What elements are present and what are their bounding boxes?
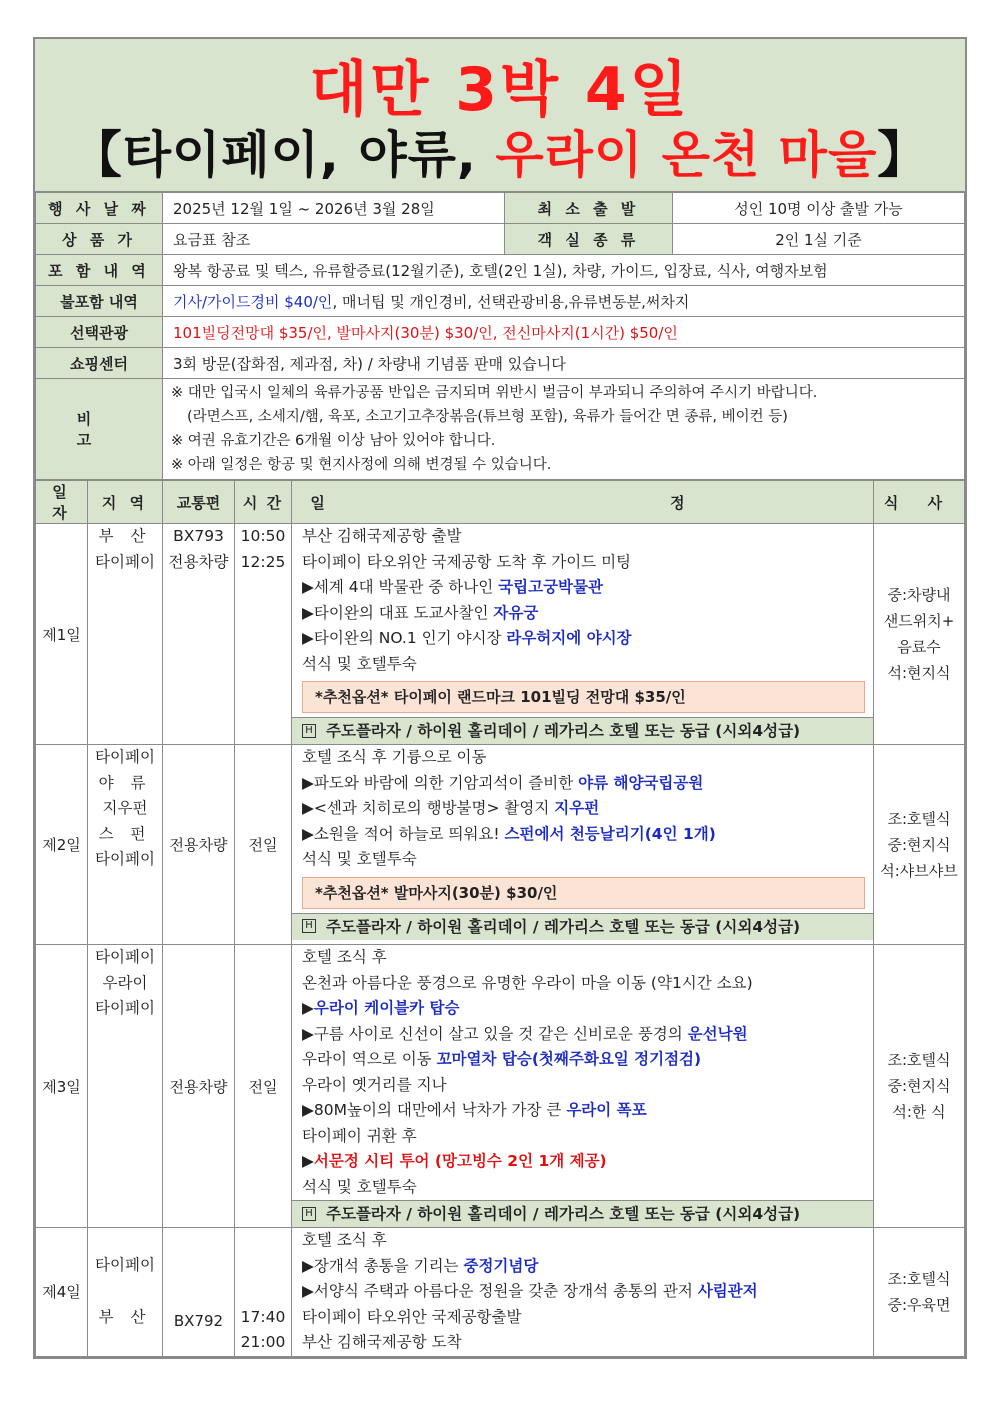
day2-hotel — [292, 913, 873, 940]
subtitle-prefix: 【타이페이, 야류, — [71, 126, 496, 184]
day1-line-5-text: ▶타이완의 NO.1 인기 야시장 — [302, 629, 507, 647]
day1-line-6-text: 석식 및 호텔투숙 — [302, 654, 417, 673]
day4-line-4-text: 타이페이 타오위안 국제공항출발 — [302, 1307, 522, 1326]
day2-meal-2: 중:현지식 — [887, 835, 951, 854]
room-type-label: 객 실 종 류 — [505, 224, 673, 255]
day1-region-1: 부 산 — [98, 527, 152, 545]
header-itinerary: 일 정 — [292, 481, 874, 524]
day3-line-7-text: ▶80M높이의 대만에서 낙차가 가장 큰 — [302, 1101, 567, 1119]
day2-recommended-option: *추천옵션* 발마사지(30분) $30/인 — [302, 877, 865, 909]
info-table — [35, 192, 965, 480]
day1-line-1-text: 부산 김해국제공항 출발 — [302, 527, 462, 545]
day4-region-2: 부 산 — [98, 1307, 152, 1326]
day2-line-3-text: ▶<센과 치히로의 행방불명> 촬영지 — [302, 799, 555, 817]
day4-transport: BX792 — [163, 1228, 235, 1357]
day3-meal-1: 조:호텔식 — [887, 1051, 951, 1069]
day3-line-4-text: ▶구름 사이로 신선이 살고 있을 것 같은 신비로운 풍경의 — [302, 1024, 688, 1043]
day2-meal-3: 석:샤브샤브 — [880, 861, 958, 880]
day3-line-8 — [302, 1124, 863, 1150]
hotel-icon: H — [302, 919, 316, 933]
day1-line-5 — [302, 626, 863, 652]
day1-line-4-highlight: 자유궁 — [493, 603, 539, 622]
day4-line-3-highlight: 사림관저 — [697, 1282, 758, 1300]
day4-region-1: 타이페이 — [95, 1256, 155, 1275]
day2-meals — [874, 745, 965, 945]
day2-region-4: 스 펀 — [98, 824, 152, 843]
day3-line-3-highlight: 우라이 케이블카 탑승 — [313, 999, 460, 1017]
day2-line-5 — [302, 847, 863, 873]
day3-meal-2: 중:현지식 — [887, 1077, 951, 1095]
room-type-value: 2인 1실 기준 — [673, 224, 965, 255]
day1-row — [36, 524, 965, 745]
day1-transport-1: BX793 — [173, 527, 224, 545]
day1-hotel — [292, 717, 873, 744]
day4-line-3-text: ▶서양식 주택과 아름다운 정원을 갖춘 장개석 총통의 관저 — [302, 1282, 698, 1300]
day1-line-4 — [302, 601, 863, 627]
schedule-table — [35, 480, 965, 1357]
day2-regions — [88, 745, 163, 945]
day4-itinerary — [292, 1228, 874, 1357]
day2-line-1-text: 호텔 조식 후 기륭으로 이동 — [302, 748, 487, 766]
shopping-value: 3회 방문(잡화점, 제과점, 차) / 차량내 기념품 판매 있습니다 — [163, 348, 965, 379]
exclude-label: 불포함 내역 — [36, 286, 163, 317]
day1-line-3-highlight: 국립고궁박물관 — [498, 578, 603, 596]
note-4: ※ 아래 일정은 항공 및 현지사정에 의해 변경될 수 있습니다. — [171, 457, 552, 473]
day3-line-1-text: 호텔 조식 후 — [302, 948, 387, 966]
day3-line-7 — [302, 1098, 863, 1124]
subtitle — [35, 125, 965, 185]
day3-line-3 — [302, 996, 863, 1022]
day2-line-5-text: 석식 및 호텔투숙 — [302, 850, 417, 868]
day1-hotel-text: 주도플라자 / 하이원 홀리데이 / 레가리스 호텔 또는 동급 (시외4성급) — [326, 722, 801, 740]
day1-meal-4: 석:현지식 — [887, 664, 951, 682]
day1-time-1: 10:50 — [240, 527, 286, 545]
optional-tour-value: 101빌딩전망대 $35/인, 발마사지(30분) $30/인, 전신마사지(1시간) $50/인 — [163, 317, 965, 348]
day3-line-10-text: 석식 및 호텔투숙 — [302, 1177, 417, 1196]
day3-line-5 — [302, 1047, 863, 1073]
day2-region-3: 지우펀 — [102, 799, 148, 817]
day2-line-3-highlight: 지우펀 — [554, 799, 600, 817]
min-departure-label: 최 소 출 발 — [505, 193, 673, 224]
subtitle-highlight: 우라이 온천 마을 — [495, 126, 878, 184]
day3-regions — [88, 945, 163, 1228]
schedule-header — [36, 481, 965, 524]
day1-line-3-text: ▶세계 4대 박물관 중 하나인 — [302, 578, 499, 596]
day2-line-4-highlight: 스펀에서 천등날리기(4인 1개) — [504, 824, 716, 843]
day2-line-1 — [302, 745, 863, 771]
day3-time: 전일 — [235, 945, 292, 1228]
day3-line-6 — [302, 1073, 863, 1099]
day1-transports — [163, 524, 235, 745]
day4-line-2 — [302, 1254, 863, 1280]
day2-line-4-text: ▶소원을 적어 하늘로 띄워요! — [302, 824, 505, 843]
notes — [163, 379, 965, 480]
day3-line-6-text: 우라이 옛거리를 지나 — [302, 1075, 447, 1094]
price-value: 요금표 참조 — [163, 224, 505, 255]
hotel-icon: H — [302, 1207, 316, 1221]
day3-row — [36, 945, 965, 1228]
day3-line-9-text: ▶ — [302, 1152, 314, 1170]
day1-time-2: 12:25 — [240, 552, 286, 571]
day2-line-2-highlight: 야류 해양국립공원 — [578, 773, 704, 792]
optional-tour-label: 선택관광 — [36, 317, 163, 348]
day4-line-1-text: 호텔 조식 후 — [302, 1231, 387, 1249]
day1-line-2 — [302, 550, 863, 576]
day1-itinerary — [292, 524, 874, 745]
day1-transport-2: 전용차량 — [168, 552, 229, 571]
price-label: 상 품 가 — [36, 224, 163, 255]
shopping-label: 쇼핑센터 — [36, 348, 163, 379]
header-region: 지 역 — [88, 481, 163, 524]
header-day: 일 자 — [36, 481, 88, 524]
day1-times — [235, 524, 292, 745]
day4-time-2: 21:00 — [240, 1333, 286, 1351]
day3-region-2: 우라이 — [102, 973, 148, 992]
day2-itinerary — [292, 745, 874, 945]
exclude-value — [163, 286, 965, 317]
subtitle-suffix: 】 — [877, 126, 929, 184]
day1-region-2: 타이페이 — [95, 552, 155, 571]
day4-lines — [292, 1228, 873, 1356]
header-meal: 식 사 — [874, 481, 965, 524]
day1-meal-3: 음료수 — [897, 638, 941, 656]
day1-line-5-highlight: 라우허지에 야시장 — [506, 629, 632, 647]
day2-meal-1: 조:호텔식 — [887, 809, 951, 828]
day2-time: 전일 — [235, 745, 292, 945]
note-1: ※ 대만 입국시 일체의 육류가공품 반입은 금지되며 위반시 벌금이 부과되니 주의하여 주시기 바랍니다. — [171, 385, 818, 401]
day4-meal-2: 중:우육면 — [887, 1295, 951, 1314]
day2-transport: 전용차량 — [163, 745, 235, 945]
day3-itinerary — [292, 945, 874, 1228]
day4-line-1 — [302, 1228, 863, 1254]
day4-line-3 — [302, 1279, 863, 1305]
day4-line-4 — [302, 1305, 863, 1331]
day3-line-4 — [302, 1022, 863, 1048]
day3-region-1: 타이페이 — [95, 948, 155, 966]
day4-time-1: 17:40 — [240, 1307, 286, 1326]
note-label: 비 고 — [36, 379, 163, 480]
day1-meal-2: 샌드위치+ — [883, 612, 955, 630]
day1-meal-1: 중:차량내 — [887, 586, 951, 604]
day3-line-8-text: 타이페이 귀환 후 — [302, 1126, 417, 1145]
day1-line-6 — [302, 652, 863, 678]
day4-regions — [88, 1228, 163, 1357]
day3-line-2-text: 온천과 아름다운 풍경으로 유명한 우라이 마을 이동 (약1시간 소요) — [302, 973, 753, 992]
header-transport: 교통편 — [163, 481, 235, 524]
day3-line-5-text: 우라이 역으로 이동 — [302, 1050, 437, 1068]
day2-lines — [292, 745, 873, 873]
title-banner — [35, 39, 965, 192]
day3-region-3: 타이페이 — [95, 999, 155, 1017]
day4-line-2-highlight: 중정기념당 — [463, 1256, 539, 1275]
day3-transport: 전용차량 — [163, 945, 235, 1228]
include-label: 포 함 내 역 — [36, 255, 163, 286]
day1-recommended-option: *추천옵션* 타이페이 랜드마크 101빌딩 전망대 $35/인 — [302, 681, 865, 713]
day3-line-7-highlight: 우라이 폭포 — [566, 1101, 647, 1119]
day3-line-9-highlight: 서문정 시티 투어 (망고빙수 2인 1개 제공) — [313, 1152, 607, 1170]
main-title: 대만 3박 4일 — [309, 55, 691, 125]
itinerary-sheet — [33, 37, 967, 1359]
day3-line-10 — [302, 1175, 863, 1201]
day4-meal-1: 조:호텔식 — [887, 1269, 951, 1288]
day2-line-3 — [302, 796, 863, 822]
date-value: 2025년 12월 1일 ~ 2026년 3월 28일 — [163, 193, 505, 224]
day1-meals — [874, 524, 965, 745]
day1-line-1 — [302, 524, 863, 550]
day3-hotel — [292, 1200, 873, 1227]
day2-line-2-text: ▶파도와 바람에 의한 기암괴석이 즐비한 — [302, 773, 579, 792]
day2-hotel-text: 주도플라자 / 하이원 홀리데이 / 레가리스 호텔 또는 동급 (시외4성급) — [326, 917, 801, 936]
exclude-rest: , 매너팁 및 개인경비, 선택관광비용,유류변동분,써차지 — [332, 292, 690, 311]
date-label: 행 사 날 짜 — [36, 193, 163, 224]
day3-line-9 — [302, 1149, 863, 1175]
exclude-highlight: 기사/가이드경비 $40/인 — [173, 292, 333, 311]
day3-line-1 — [302, 945, 863, 971]
day4-row — [36, 1228, 965, 1357]
day1-line-2-text: 타이페이 타오위안 국제공항 도착 후 가이드 미팅 — [302, 552, 632, 571]
day4-times — [235, 1228, 292, 1357]
day3-line-3-text: ▶ — [302, 999, 314, 1017]
day1-line-4-text: ▶타이완의 대표 도교사찰인 — [302, 603, 494, 622]
include-value: 왕복 항공료 및 텍스, 유류할증료(12월기준), 호텔(2인 1실), 차량, 가이드, 입장료, 식사, 여행자보험 — [163, 255, 965, 286]
day3-lines — [292, 945, 873, 1200]
day3-line-5-highlight: 꼬마열차 탑승(첫째주화요일 정기점검) — [436, 1050, 702, 1068]
header-time: 시 간 — [235, 481, 292, 524]
day1-label: 제1일 — [36, 524, 88, 745]
note-2: (라면스프, 소세지/햄, 육포, 소고기고추장볶음(튜브형 포함), 육류가 들어간 면 종류, 베이컨 등) — [187, 409, 788, 425]
day2-region-1: 타이페이 — [95, 748, 155, 766]
note-3: ※ 여권 유효기간은 6개월 이상 남아 있어야 합니다. — [171, 433, 496, 449]
day4-line-5 — [302, 1330, 863, 1356]
day1-line-3 — [302, 575, 863, 601]
day2-line-2 — [302, 771, 863, 797]
day4-line-2-text: ▶장개석 총통을 기리는 — [302, 1256, 464, 1275]
day2-region-2: 야 류 — [98, 773, 152, 792]
day3-meal-3: 석:한 식 — [892, 1103, 946, 1121]
day2-row — [36, 745, 965, 945]
day3-hotel-text: 주도플라자 / 하이원 홀리데이 / 레가리스 호텔 또는 동급 (시외4성급) — [326, 1205, 801, 1223]
day2-line-4 — [302, 822, 863, 848]
day3-meals — [874, 945, 965, 1228]
day1-regions — [88, 524, 163, 745]
min-departure-value: 성인 10명 이상 출발 가능 — [673, 193, 965, 224]
day3-line-2 — [302, 971, 863, 997]
day4-meals — [874, 1228, 965, 1357]
day3-line-4-highlight: 운선낙원 — [687, 1024, 748, 1043]
day2-region-5: 타이페이 — [95, 850, 155, 868]
hotel-icon: H — [302, 724, 316, 738]
day4-label: 제4일 — [36, 1228, 88, 1357]
day1-lines — [292, 524, 873, 677]
day4-line-5-text: 부산 김해국제공항 도착 — [302, 1333, 462, 1351]
day2-label: 제2일 — [36, 745, 88, 945]
day3-label: 제3일 — [36, 945, 88, 1228]
